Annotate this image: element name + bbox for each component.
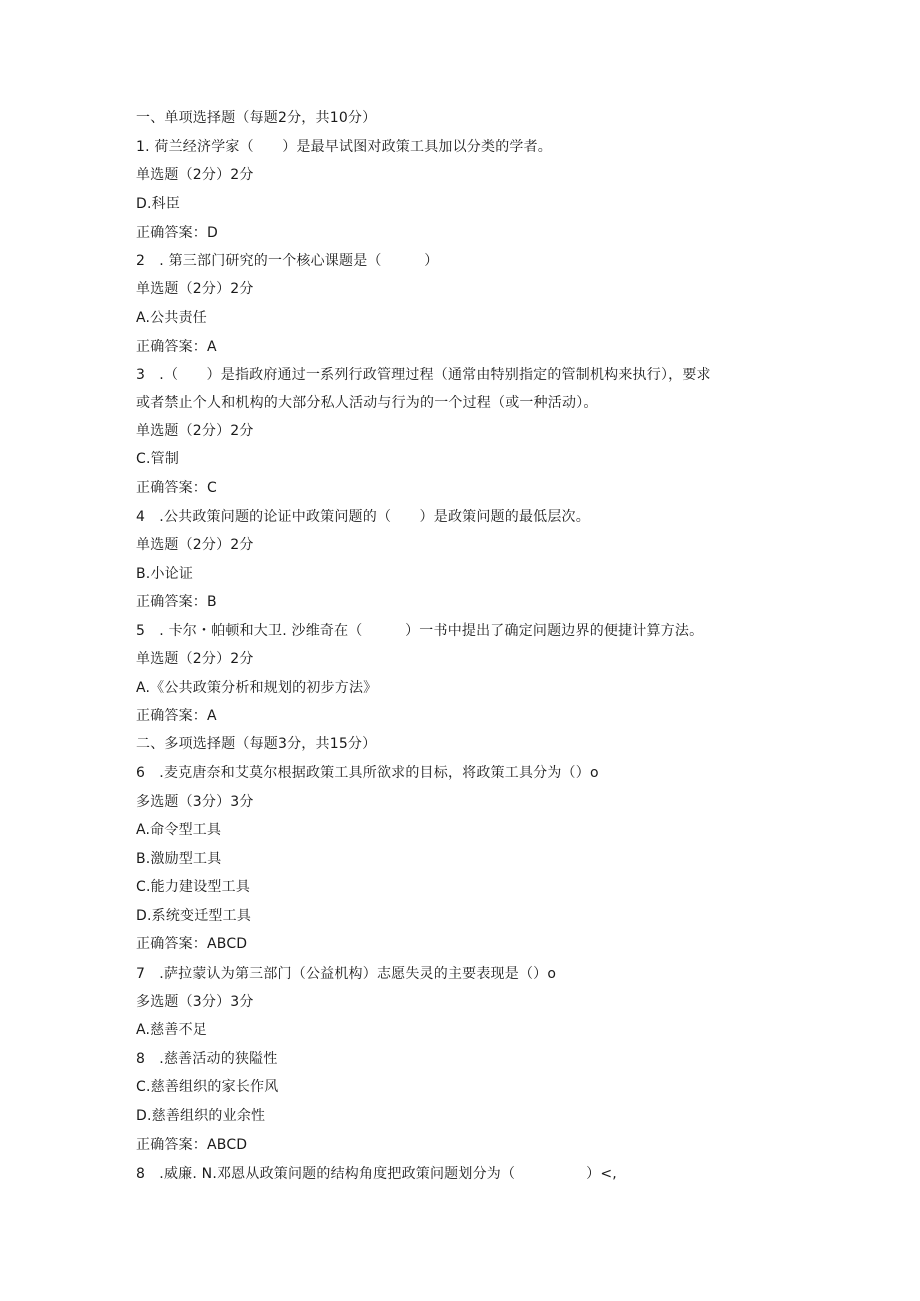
section-heading-single-choice: 一、单项选择题（每题2分，共10分） [136,110,377,126]
question-1-answer: 正确答案：D [136,225,218,241]
question-6-option-d: D.系统变迁型工具 [136,908,252,924]
question-4-text: 4 .公共政策问题的论证中政策问题的（ ）是政策问题的最低层次。 [136,509,590,525]
question-1-option: D.科臣 [136,196,181,212]
question-2-option: A.公共责任 [136,310,207,326]
question-1-text: 1. 荷兰经济学家（ ）是最早试图对政策工具加以分类的学者。 [136,139,553,155]
question-6-option-c: C.能力建设型工具 [136,879,251,895]
question-7-text: 7 .萨拉蒙认为第三部门（公益机构）志愿失灵的主要表现是（）o [136,966,557,982]
question-3-text-continued: 或者禁止个人和机构的大部分私人活动与行为的一个过程（或一种活动）。 [136,395,598,411]
question-3-answer: 正确答案：C [136,480,217,496]
question-5-type: 单选题（2分）2分 [136,651,254,667]
question-3-text: 3 .（ ）是指政府通过一系列行政管理过程（通常由特别指定的管制机构来执行），要求 [136,367,711,383]
question-4-answer: 正确答案：B [136,594,217,610]
question-3-type: 单选题（2分）2分 [136,423,254,439]
question-6-option-b: B.激励型工具 [136,851,222,867]
question-7-answer: 正确答案：ABCD [136,1137,248,1153]
section-heading-multiple-choice: 二、多项选择题（每题3分，共15分） [136,736,377,752]
question-7-type: 多选题（3分）3分 [136,994,254,1010]
question-4-option: B.小论证 [136,566,194,582]
question-7-option-d: D.慈善组织的业余性 [136,1108,266,1124]
question-2-type: 单选题（2分）2分 [136,281,254,297]
question-5-option: A.《公共政策分析和规划的初步方法》 [136,680,378,696]
question-7-option-c: C.慈善组织的家长作风 [136,1079,279,1095]
question-4-type: 单选题（2分）2分 [136,537,254,553]
question-6-text: 6 .麦克唐奈和艾莫尔根据政策工具所欲求的目标，将政策工具分为（）o [136,765,599,781]
question-1-type: 单选题（2分）2分 [136,167,254,183]
question-8-text: 8 .威廉. N.邓恩从政策问题的结构角度把政策问题划分为（ ）<, [136,1166,617,1182]
question-3-option: C.管制 [136,451,180,467]
question-6-type: 多选题（3分）3分 [136,794,254,810]
question-5-answer: 正确答案：A [136,708,217,724]
question-2-text: 2 . 第三部门研究的一个核心课题是（ ） [136,253,439,269]
question-2-answer: 正确答案：A [136,339,217,355]
question-7-option-b: 8 .慈善活动的狭隘性 [136,1051,278,1067]
question-5-text: 5 . 卡尔・帕顿和大卫. 沙维奇在（ ）一书中提出了确定问题边界的便捷计算方法。 [136,623,704,639]
question-6-answer: 正确答案：ABCD [136,936,248,952]
question-7-option-a: A.慈善不足 [136,1022,207,1038]
question-6-option-a: A.命令型工具 [136,822,222,838]
